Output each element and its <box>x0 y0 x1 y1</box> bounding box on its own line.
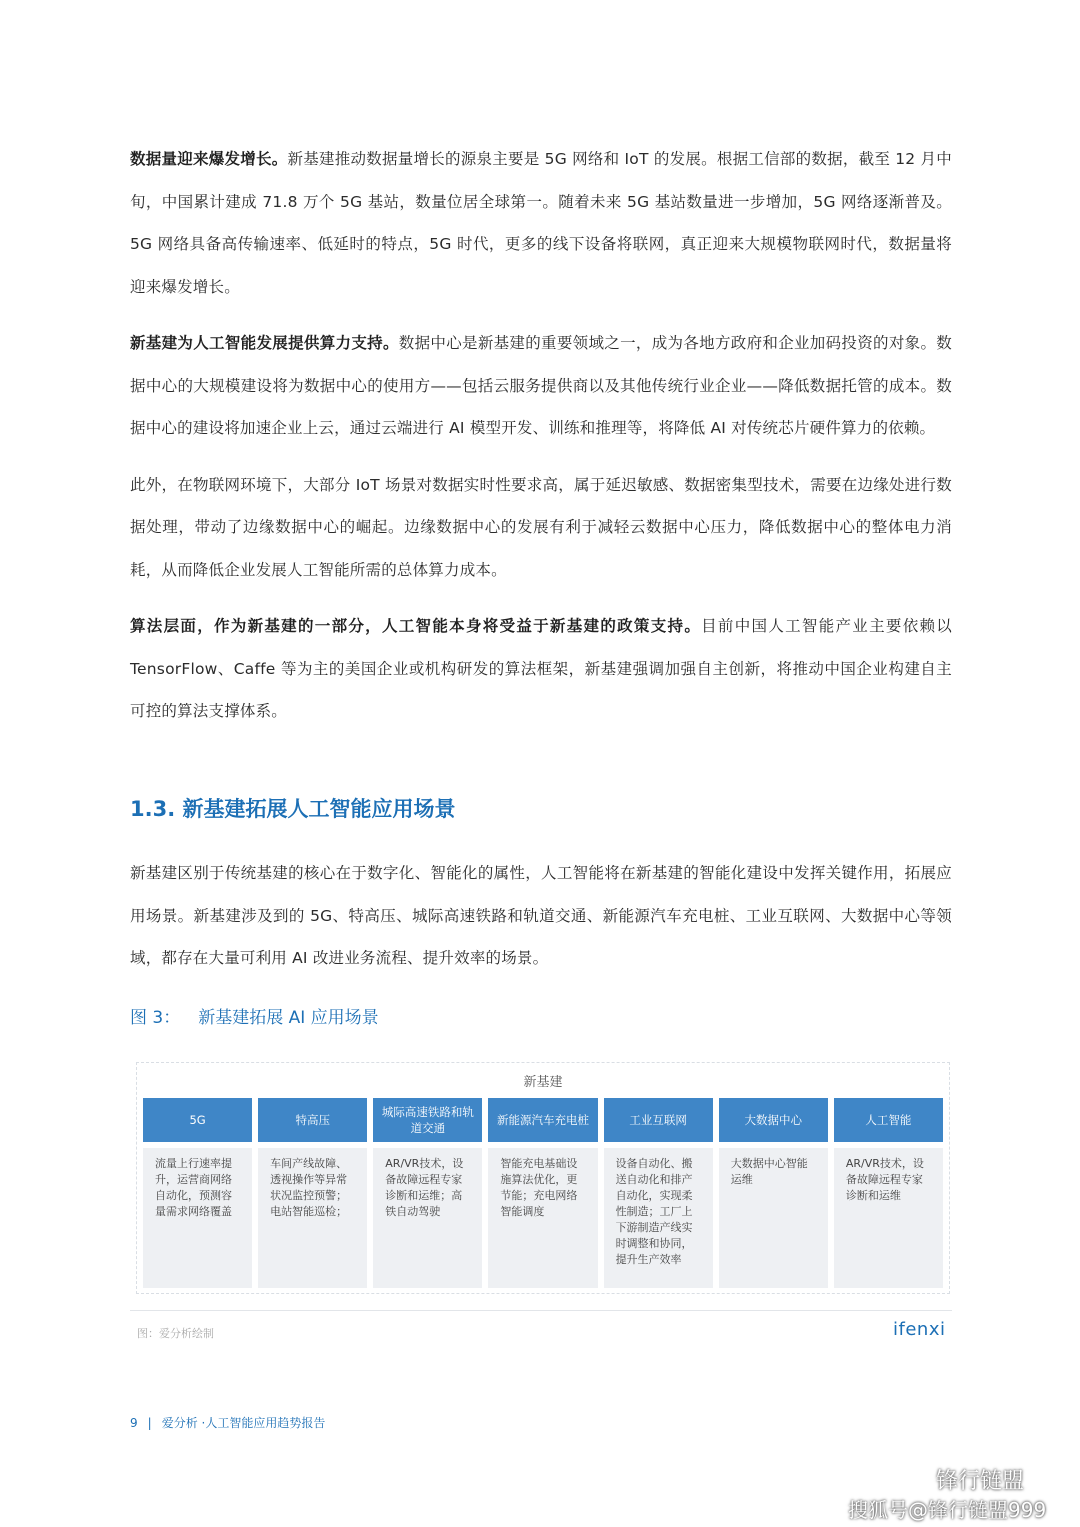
paragraph-2: 新基建为人工智能发展提供算力支持。数据中心是新基建的重要领域之一，成为各地方政府和企业加码投资的对象。数据中心的大规模建设将为数据中心的使用方——包括云服务提供商以及其他传统行业企业——降低数据托管的成本。数据中心的建设将加速企业上云，通过云端进行 AI 模型开发、训练和推理等，将降低 AI 对传统芯片硬件算力的依赖。 <box>130 334 952 437</box>
column-header: 5G <box>143 1098 252 1142</box>
section-title: 1.3. 新基建拓展人工智能应用场景 <box>130 797 456 821</box>
figure-caption: 新基建拓展 AI 应用场景 <box>198 1008 379 1028</box>
column-industrial-internet <box>604 1098 713 1288</box>
column-ev-charging <box>488 1098 597 1288</box>
figure-divider <box>130 1310 952 1311</box>
wechat-icon <box>900 1472 928 1492</box>
column-header: 人工智能 <box>834 1098 943 1142</box>
ifenxi-logo: ifenxi <box>893 1319 946 1340</box>
column-header: 新能源汽车充电桩 <box>488 1098 597 1142</box>
column-header: 特高压 <box>258 1098 367 1142</box>
paragraph-3: 此外，在物联网环境下，大部分 IoT 场景对数据实时性要求高，属于延迟敏感、数据密集型技术，需要在边缘处进行数据处理，带动了边缘数据中心的崛起。边缘数据中心的发展有利于减轻云数据中心压力，降低数据中心的整体电力消耗，从而降低企业发展人工智能所需的总体算力成本。 <box>130 475 952 579</box>
section-intro: 新基建区别于传统基建的核心在于数字化、智能化的属性，人工智能将在新基建的智能化建设中发挥关键作用，拓展应用场景。新基建涉及到的 5G、特高压、城际高速铁路和轨道交通、新能源汽车充电桩、工业互联网、大数据中心等领域，都存在大量可利用 AI 改进业务流程、提升效率的场景。 <box>130 864 952 967</box>
column-body: 智能充电基础设施算法优化，更节能；充电网络智能调度 <box>488 1148 597 1288</box>
body-paragraphs <box>130 138 952 747</box>
column-body: 车间产线故障、透视操作等异常状况监控预警；电站智能巡检； <box>258 1148 367 1288</box>
column-body: AR/VR技术，设备故障远程专家诊断和运维；高铁自动驾驶 <box>373 1148 482 1288</box>
column-uhv <box>258 1098 367 1288</box>
column-data-center <box>719 1098 828 1288</box>
column-body: 大数据中心智能运维 <box>719 1148 828 1288</box>
watermark-bottom: 搜狐号@锋行链盟999 <box>848 1498 1047 1522</box>
column-rail <box>373 1098 482 1288</box>
scenario-diagram <box>136 1062 950 1294</box>
paragraph-1: 数据量迎来爆发增长。新基建推动数据量增长的源泉主要是 5G 网络和 IoT 的发展。根据工信部的数据，截至 12 月中旬，中国累计建成 71.8 万个 5G 基站，数量位居全球第一。随着未来 5G 基站数量进一步增加，5G 网络逐渐普及。5G 网络具备高传输速率、低延时的特点，5G 时代，更多的线下设备将联网，真正迎来大规模物联网时代，数据量将迎来爆发增长。 <box>130 150 952 296</box>
footer-separator: | <box>147 1416 152 1430</box>
watermark-top <box>900 1464 1024 1495</box>
column-5g <box>143 1098 252 1288</box>
column-body: 流量上行速率提升，运营商网络自动化，预测容量需求网络覆盖 <box>143 1148 252 1288</box>
page-number: 9 <box>130 1416 138 1430</box>
column-header: 大数据中心 <box>719 1098 828 1142</box>
watermark-top-text: 锋行链盟 <box>936 1469 1025 1494</box>
figure-number: 图 3： <box>130 1008 181 1028</box>
paragraph-4: 算法层面，作为新基建的一部分，人工智能本身将受益于新基建的政策支持。目前中国人工智能产业主要依赖以 TensorFlow、Caffe 等为主的美国企业或机构研发的算法框架，新基建强调加强自主创新，将推动中国企业构建自主可控的算法支撑体系。 <box>130 617 952 720</box>
diagram-columns <box>143 1098 943 1288</box>
diagram-label: 新基建 <box>523 1075 563 1090</box>
figure-title <box>130 1003 379 1028</box>
column-header: 工业互联网 <box>604 1098 713 1142</box>
column-ai <box>834 1098 943 1288</box>
figure-source: 图：爱分析绘制 <box>137 1327 214 1340</box>
column-body: AR/VR技术，设备故障远程专家诊断和运维 <box>834 1148 943 1288</box>
column-header: 城际高速铁路和轨道交通 <box>373 1098 482 1142</box>
page-footer <box>130 1414 325 1431</box>
footer-title: 爱分析 ·人工智能应用趋势报告 <box>161 1416 326 1430</box>
column-body: 设备自动化、搬送自动化和排产自动化，实现柔性制造；工厂上下游制造产线实时调整和协同，提升生产效率 <box>604 1148 713 1288</box>
